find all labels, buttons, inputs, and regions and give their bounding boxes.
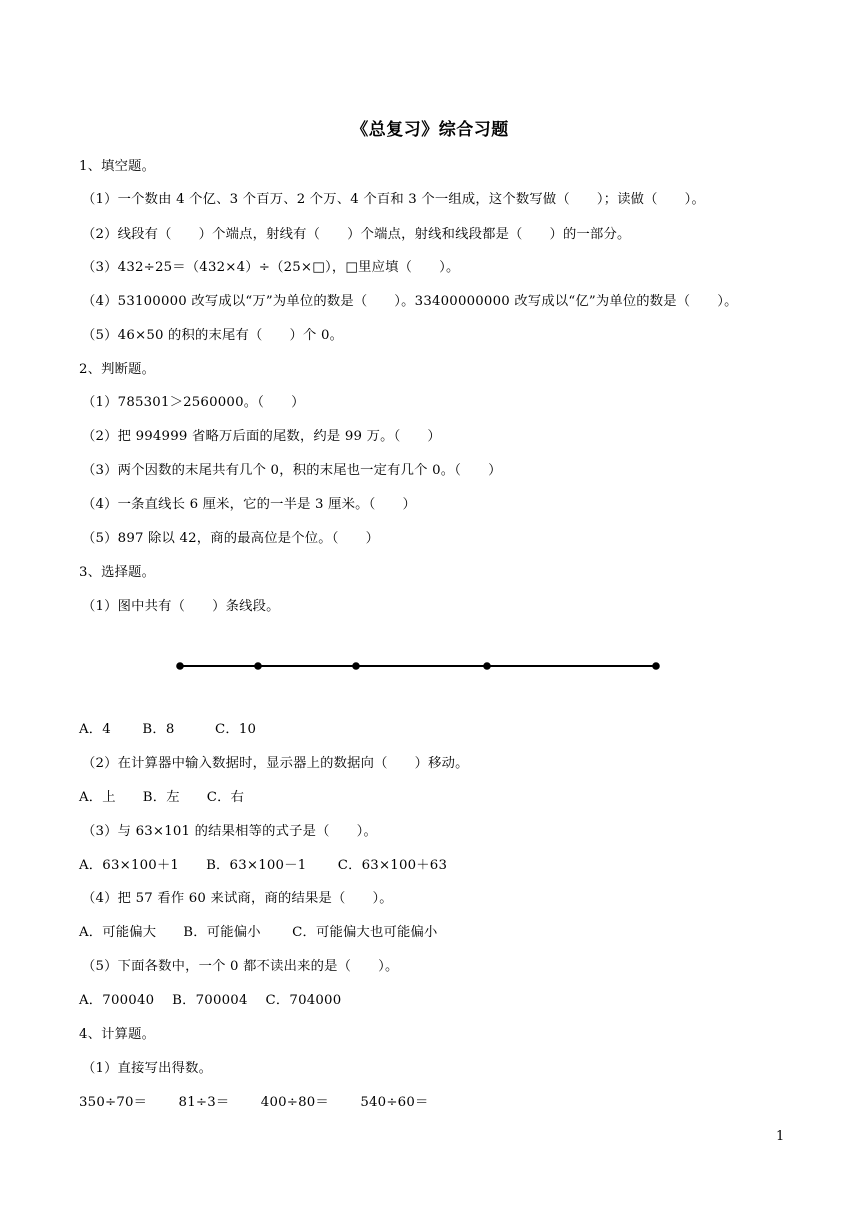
fill-in-question-1: （1）一个数由 4 个亿、3 个百万、2 个万、4 个百和 3 个一组成，这个数写做（ ）；读做（ ）。: [82, 192, 706, 207]
choice-question-1: （1）图中共有（ ）条线段。: [82, 599, 280, 614]
segment-point-5: [652, 662, 660, 670]
calculation-question-1: （1）直接写出得数。: [82, 1061, 213, 1076]
choice-options-3: A．63×100＋1 B．63×100－1 C．63×100＋63: [79, 858, 448, 873]
true-false-question-3: （3）两个因数的末尾共有几个 0，积的末尾也一定有几个 0。（ ）: [82, 463, 502, 478]
choice-options-4: A．可能偏大 B．可能偏小 C．可能偏大也可能偏小: [79, 925, 438, 940]
choice-question-2: （2）在计算器中输入数据时，显示器上的数据向（ ）移动。: [82, 756, 469, 771]
section-heading-calculation: 4、计算题。: [79, 1027, 156, 1042]
segment-point-4: [483, 662, 491, 670]
segment-point-1: [176, 662, 184, 670]
true-false-question-5: （5）897 除以 42，商的最高位是个位。（ ）: [82, 531, 380, 546]
fill-in-question-5: （5）46×50 的积的末尾有（ ）个 0。: [82, 328, 344, 343]
choice-options-1: A．4 B．8 C．10: [79, 722, 257, 737]
choice-options-2: A．上 B．左 C．右: [79, 790, 245, 805]
line-segment-figure: [170, 656, 670, 678]
section-heading-true-false: 2、判断题。: [79, 362, 156, 377]
segment-point-2: [254, 662, 262, 670]
section-heading-fill-in: 1、填空题。: [79, 159, 156, 174]
fill-in-question-3: （3）432÷25＝（432×4）÷（25×□），□里应填（ ）。: [82, 260, 460, 275]
segment-point-3: [352, 662, 360, 670]
true-false-question-1: （1）785301＞2560000。（ ）: [82, 395, 305, 410]
fill-in-question-4: （4）53100000 改写成以“万”为单位的数是（ ）。33400000000 改写成以“亿”为单位的数是（ ）。: [82, 294, 738, 309]
page-title: 《总复习》综合习题: [351, 120, 509, 140]
true-false-question-2: （2）把 994999 省略万后面的尾数，约是 99 万。（ ）: [82, 429, 441, 444]
choice-question-5: （5）下面各数中，一个 0 都不读出来的是（ ）。: [82, 959, 399, 974]
calculation-expressions: 350÷70＝ 81÷3＝ 400÷80＝ 540÷60＝: [79, 1095, 429, 1110]
true-false-question-4: （4）一条直线长 6 厘米，它的一半是 3 厘米。（ ）: [82, 497, 416, 512]
choice-question-4: （4）把 57 看作 60 来试商，商的结果是（ ）。: [82, 891, 393, 906]
fill-in-question-2: （2）线段有（ ）个端点，射线有（ ）个端点，射线和线段都是（ ）的一部分。: [82, 227, 631, 242]
choice-question-3: （3）与 63×101 的结果相等的式子是（ ）。: [82, 824, 377, 839]
choice-options-5: A．700040 B．700004 C．704000: [79, 993, 342, 1008]
section-heading-multiple-choice: 3、选择题。: [79, 565, 156, 580]
page-number: 1: [776, 1129, 785, 1144]
